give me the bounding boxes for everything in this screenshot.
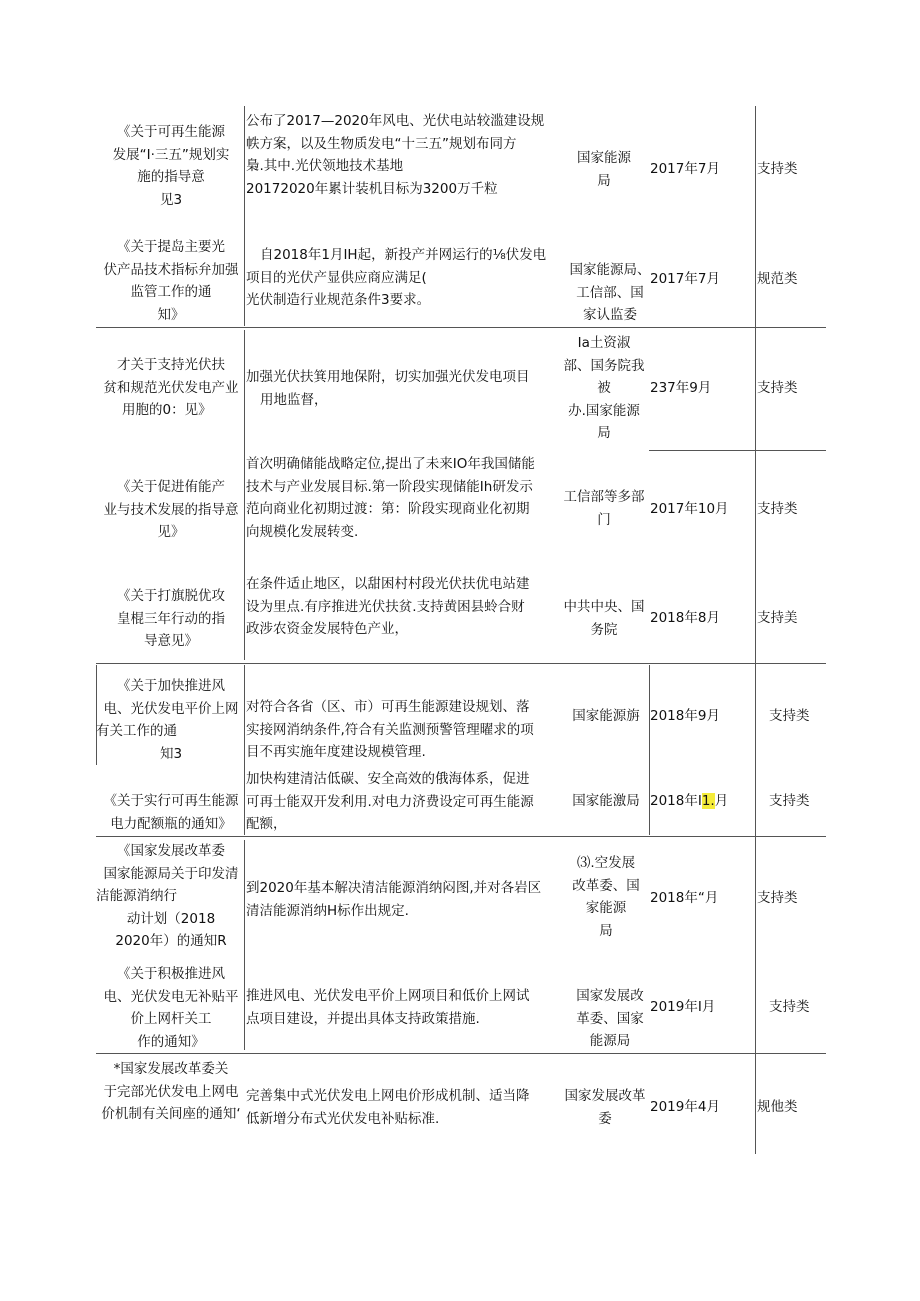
issue-date: 2017年7月: [650, 271, 720, 287]
row-divider: [96, 1053, 826, 1054]
row-divider: [649, 450, 826, 451]
issuing-department: 国家能源 局: [577, 150, 631, 189]
issue-date: 2018年8月: [650, 610, 720, 626]
policy-type: 规范类: [757, 271, 798, 287]
policy-title: 《关于打旗脱优攻 皇棍三年行动的指 导意见》: [117, 588, 225, 649]
policy-title: 《关于促进侑能产 业与技术发展的指导意 见》: [103, 479, 239, 540]
policy-title: 《关于实行可再生能源 电力配额瓶的通知》: [103, 793, 239, 832]
policy-content: 自2018年1月IH起，新投产并网运行的⅛伏发电 项目的光伏产显供应商应满足( 光伏制造行业规范条件3要求。: [246, 247, 547, 308]
policy-type: 支持类: [769, 999, 810, 1015]
issuing-department: 国家发展改革 委: [564, 1088, 646, 1127]
issue-date: 2018年9月: [650, 708, 720, 724]
issue-date: 2017年7月: [650, 161, 720, 177]
issue-date: 237年9月: [650, 380, 712, 396]
policy-title: 才关于支持光伏扶 贫和规范光伏发电产业 用胞的0：见》: [103, 357, 239, 418]
issue-date: 2019年4月: [650, 1099, 720, 1115]
issuing-department: Ia土资淑 部、国务院我 被 办.国家能源 局: [563, 335, 645, 441]
policy-title: 《关于积极推进风 电、光伏发电无补贴平 价上网杆关工 作的通知》: [103, 966, 239, 1050]
policy-title: *国家发展改革委关 于完部光伏发电上网电 价机制有关间座的通知‘: [101, 1061, 241, 1122]
issuing-department: 国家发展改 革委、国家 能源局: [576, 988, 644, 1049]
policy-content: 对符合各省（区、市）可再生能源建设规划、落 实接网消纳条件,符合有关监测预警管理曜求的项 目不再实施年度建设规模管理.: [246, 699, 534, 760]
row-divider: [96, 663, 826, 664]
issue-date: 2019年I月: [650, 999, 716, 1015]
issuing-department: 国家能源局、 工信部、国 家认监委: [569, 262, 651, 323]
row-divider: [96, 327, 826, 328]
policy-type: 支持类: [769, 708, 810, 724]
policy-content: 首次明确储能战略定位,提出了未来IO年我国储能 技术与产业发展目标.第一阶段实现储能Ih研发示 范向商业化初期过渡：第：阶段实现商业化初期 向规模化发展转变.: [246, 456, 535, 540]
issuing-department: 工信部等多部 门: [563, 489, 645, 528]
policy-type: 支持类: [757, 890, 798, 906]
policy-type: 支持类: [769, 793, 810, 809]
policy-content: 加快构建清沽低碳、安全高效的俄海体系，促进 可再士能双开发利用.对电力济费设定可再生能源 配额，: [246, 771, 534, 832]
policy-type: 支持类: [757, 380, 798, 396]
policy-title: 《国家发展改革委 国家能源局关于印发清 洁能源消纳行 动计划（2018 2020年）的通知R: [96, 843, 239, 949]
policy-title: 《关于可再生能源 发展“I·三五”规划实 施的指导意 见3: [112, 124, 230, 208]
issue-date: 2017年10月: [650, 501, 729, 517]
right-border: [755, 106, 756, 1154]
policy-type: 支持美: [757, 610, 798, 626]
policy-type: 规他类: [757, 1099, 798, 1115]
policy-content: 到2020年基本解决清洁能源消纳闷图,并对各岩区 清洁能源消纳H标作出规定.: [246, 880, 542, 919]
policy-type: 支持类: [757, 501, 798, 517]
policy-content: 完善集中式光伏发电上网电价形成机制、适当降 低新增分布式光伏发电补贴标准.: [246, 1088, 530, 1127]
policy-content: 推进风电、光伏发电平价上网项目和低价上网试 点项目建设，并提出具体支持政策措施.: [246, 988, 530, 1027]
highlighted-text: 1.: [701, 793, 715, 809]
policy-title: 《关于提岛主要光 伏产品技术指标弁加强 监管工作的通 知》: [103, 239, 239, 323]
policy-content: 公布了2017—2020年风电、光伏电站较滥建设规 帙方案，以及生物质发电“十三五”规划布同方 梟.其中.光伏领地技术基地 20172020年累计装机目标为3200万千粒: [246, 113, 545, 197]
issuing-department: 国家能激局: [572, 793, 640, 809]
policy-title: 《关于加快推进风 电、光伏发电平价上网 有关工作的通 知3: [96, 678, 239, 762]
issue-date: 2018年I1.月: [650, 793, 729, 809]
policy-content: 在条件适止地区，以甜困村村段光伏扶优电站建 设为里点.有序推进光伏扶贫.支持黄困县蛉合财 政涉农资金发展特色产业，: [246, 576, 530, 637]
issue-date: 2018年“月: [650, 890, 719, 906]
issuing-department: ⑶.空发展 改革委、国 家能源 局: [572, 855, 640, 939]
row-divider: [96, 836, 826, 837]
issuing-department: 国家能源旃: [572, 708, 640, 724]
policy-type: 支持类: [757, 161, 798, 177]
policy-content: 加强光伏扶箕用地保附，切实加强光伏发电项目 用地监督，: [246, 369, 530, 408]
issuing-department: 中共中央、国 务院: [563, 599, 645, 638]
